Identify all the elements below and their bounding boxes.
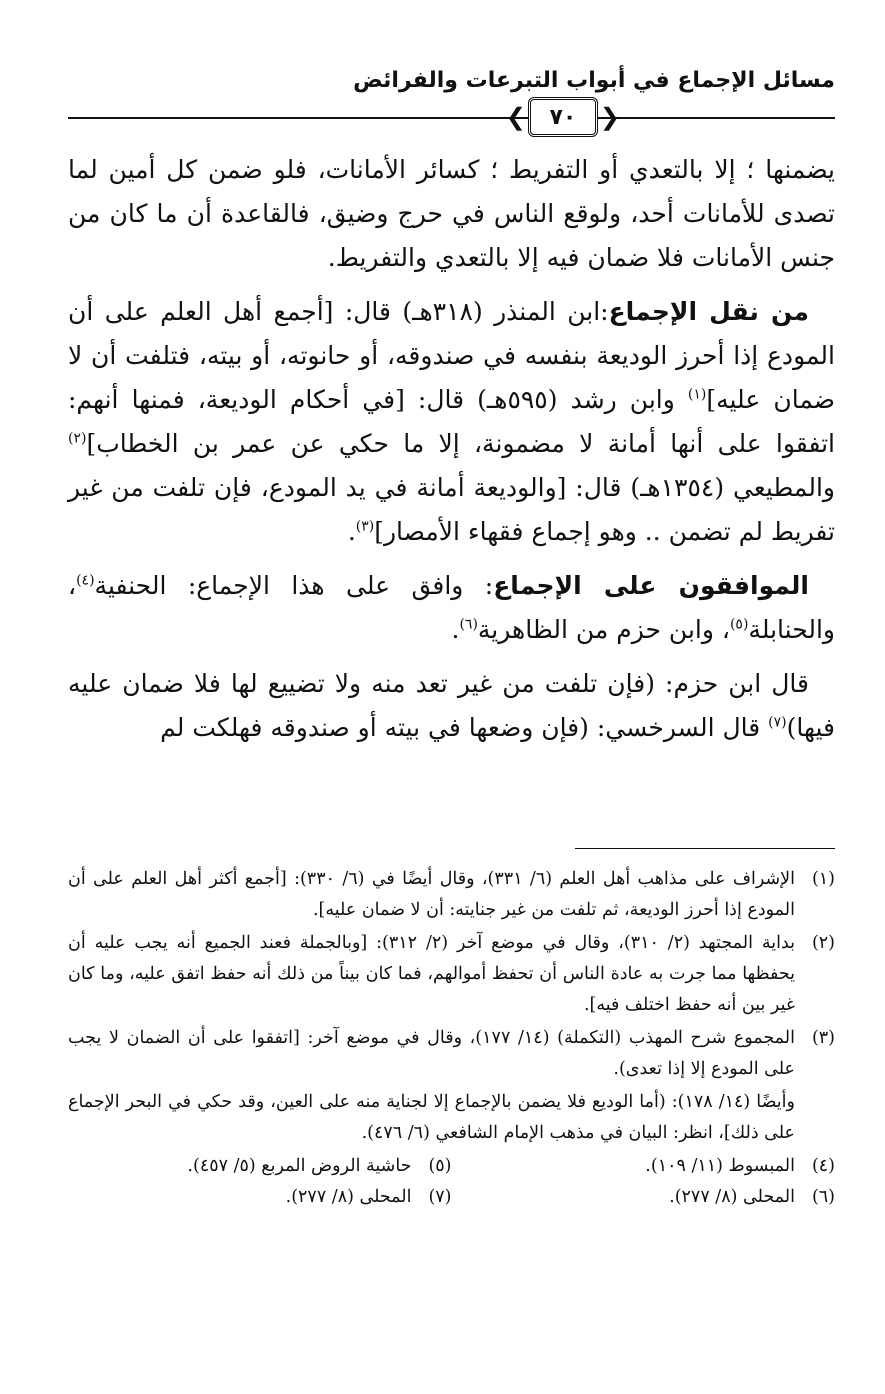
footnote-number: (٣) bbox=[811, 1028, 835, 1048]
footnote-text: بداية المجتهد (٢/ ٣١٠)، وقال في موضع آخر (٢/ ٣١٢): [وبالجملة فعند الجميع أنه يجب عليه أن يحفظها مما جرت به عادة الناس أن تحفظ أموالهم، فما كان بيناً من ذلك أنه حفظ اتفق عليه، وما كان غير بين أنه حفظ اختلف فيه]. bbox=[68, 933, 795, 1015]
text-segment: ، والحنابلة bbox=[68, 571, 835, 644]
footnote-1 bbox=[68, 864, 835, 926]
footnote-4 bbox=[452, 1151, 836, 1182]
text-segment: وابن رشد (٥٩٥هـ) قال: [في أحكام الوديعة، فمنها أنهم: اتفقوا على أنها أمانة لا مضمونة، إلا ما حكي عن عمر بن الخطاب] bbox=[68, 385, 835, 458]
footnote-ref-7[interactable]: (٧) bbox=[768, 714, 787, 731]
text-segment: : وافق على هذا الإجماع: الحنفية bbox=[94, 571, 494, 600]
text-segment: ، وابن حزم من الظاهرية bbox=[477, 615, 730, 644]
footnote-ref-2[interactable]: (٢) bbox=[68, 430, 87, 447]
footnote-7 bbox=[68, 1182, 452, 1213]
footnote-ref-4[interactable]: (٤) bbox=[76, 572, 95, 589]
footnote-number: (٦) bbox=[811, 1187, 835, 1207]
footnote-number: (٥) bbox=[428, 1156, 452, 1176]
paragraph-agreeing-schools bbox=[68, 564, 835, 652]
footnote-5 bbox=[68, 1151, 452, 1182]
text-segment: قال ابن حزم: (فإن تلفت من غير تعد منه ولا تضييع لها فلا ضمان عليه فيها) bbox=[68, 669, 835, 742]
page-number: ٧٠ bbox=[528, 97, 598, 137]
text-segment: . bbox=[451, 615, 460, 644]
footnote-separator bbox=[575, 848, 835, 849]
paragraph-consensus-transmitters bbox=[68, 290, 835, 554]
footnote-3 bbox=[68, 1023, 835, 1085]
footnote-text: المحلى (٨/ ٢٧٧). bbox=[669, 1187, 795, 1207]
footnote-ref-5[interactable]: (٥) bbox=[729, 616, 749, 633]
footnote-6 bbox=[452, 1182, 836, 1213]
footnote-number: (٢) bbox=[811, 933, 835, 953]
paragraph-1 bbox=[68, 148, 835, 280]
footnote-text: المجموع شرح المهذب (التكملة) (١٤/ ١٧٧)، وقال في موضع آخر: [اتفقوا على أن الضمان لا يجب على المودع إلا إذا تعدى). bbox=[68, 1028, 795, 1079]
text-segment: :ابن المنذر (٣١٨هـ) قال: [أجمع أهل العلم على أن المودع إذا أحرز الوديعة بنفسه في صندوقه، أو حانوته، أو بيته، فتلفت أن لا ضمان عليه] bbox=[68, 297, 835, 414]
footnote-text: المبسوط (١١/ ١٠٩). bbox=[645, 1156, 795, 1176]
text-segment: والمطيعي (١٣٥٤هـ) قال: [والوديعة أمانة في يد المودع، فإن تلفت من غير تفريط لم تضمن .. وهو إجماع فقهاء الأمصار] bbox=[68, 473, 835, 546]
footnote-ref-6[interactable]: (٦) bbox=[459, 616, 478, 633]
footnote-row-4-5 bbox=[68, 1151, 835, 1182]
footnote-text: حاشية الروض المربع (٥/ ٤٥٧). bbox=[187, 1156, 412, 1176]
ornament-left-icon: ❮ bbox=[505, 103, 526, 131]
running-header-title: مسائل الإجماع في أبواب التبرعات والفرائض bbox=[353, 68, 835, 93]
book-page bbox=[68, 0, 835, 1394]
footnote-number: (٤) bbox=[811, 1156, 835, 1176]
ornament-right-icon: ❯ bbox=[599, 103, 620, 131]
footnote-ref-1[interactable]: (١) bbox=[687, 386, 707, 403]
footnotes bbox=[68, 864, 835, 1213]
footnote-number: (٧) bbox=[428, 1187, 452, 1207]
footnote-row-6-7 bbox=[68, 1182, 835, 1213]
footnote-3-continuation: وأيضًا (١٤/ ١٧٨): (أما الوديع فلا يضمن بالإجماع إلا لجناية منه على العين، وقد حكي في البحر الإجماع على ذلك]، انظر: البيان في مذهب الإمام الشافعي (٦/ ٤٧٦). bbox=[68, 1092, 795, 1143]
footnote-2 bbox=[68, 928, 835, 1021]
footnote-ref-3[interactable]: (٣) bbox=[355, 518, 375, 535]
section-heading-agreeing: الموافقون على الإجماع bbox=[493, 571, 809, 600]
paragraph-quotes bbox=[68, 662, 835, 750]
header-rule bbox=[68, 117, 835, 119]
text-segment: قال السرخسي: (فإن وضعها في بيته أو صندوقه فهلكت لم bbox=[160, 713, 769, 742]
section-heading-transmitters: من نقل الإجماع bbox=[608, 297, 809, 326]
main-text bbox=[68, 148, 835, 760]
footnote-text: المحلى (٨/ ٢٧٧). bbox=[285, 1187, 412, 1207]
footnote-number: (١) bbox=[811, 869, 835, 889]
footnote-text: الإشراف على مذاهب أهل العلم (٦/ ٣٣١)، وقال أيضًا في (٦/ ٣٣٠): [أجمع أكثر أهل العلم على أن المودع إذا أحرز الوديعة، ثم تلفت من غير جنايته: أن لا ضمان عليه]. bbox=[68, 869, 796, 920]
paragraph-1-text: يضمنها ؛ إلا بالتعدي أو التفريط ؛ كسائر الأمانات، فلو ضمن كل أمين لما تصدى للأمانات أحد، ولوقع الناس في حرج وضيق، فالقاعدة أن ما كان من جنس الأمانات فلا ضمان فيه إلا بالتعدي والتفريط. bbox=[68, 155, 835, 272]
text-segment: . bbox=[347, 517, 356, 546]
page-number-ornament bbox=[506, 97, 620, 137]
